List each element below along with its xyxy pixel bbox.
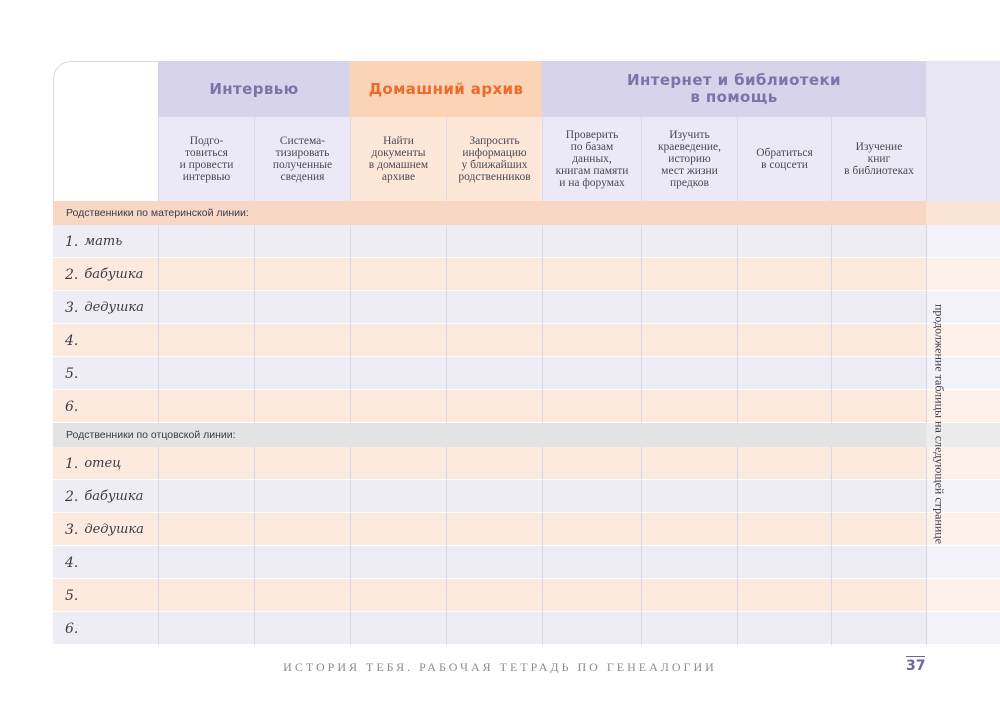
row-number: 5. bbox=[65, 587, 79, 604]
row-number: 5. bbox=[65, 365, 79, 382]
subheader-line: Запросить bbox=[469, 135, 520, 147]
subheader-request-info bbox=[446, 117, 542, 201]
relative-name: дедушка bbox=[84, 300, 144, 315]
subheader-line: информацию bbox=[462, 147, 527, 159]
table-row bbox=[53, 546, 926, 579]
row-number: 4. bbox=[65, 554, 79, 571]
subheader-line: Проверить bbox=[565, 129, 619, 141]
group-header-interview bbox=[158, 61, 350, 117]
group-header-label: Интервью bbox=[209, 79, 299, 98]
subheader-line: Изучение bbox=[855, 141, 903, 153]
row-number: 4. bbox=[65, 332, 79, 349]
subheader-find-documents bbox=[350, 117, 446, 201]
relative-name: дедушка bbox=[84, 522, 144, 537]
grid-line bbox=[641, 225, 642, 423]
table-row bbox=[53, 324, 926, 357]
grid-line bbox=[737, 447, 738, 645]
row-number: 1. bbox=[65, 455, 79, 472]
subheader-line: по базам bbox=[570, 141, 614, 153]
relative-label bbox=[53, 225, 158, 258]
group-header-home-archive bbox=[350, 61, 542, 117]
subheader-line: и на форумах bbox=[559, 177, 625, 189]
subheader-continuation-strip bbox=[926, 117, 1000, 201]
page-number: 37 bbox=[906, 658, 926, 674]
relative-label bbox=[53, 480, 158, 513]
grid-line bbox=[254, 225, 255, 423]
grid-line bbox=[350, 447, 351, 645]
table-row bbox=[53, 579, 926, 612]
row-number: 6. bbox=[65, 620, 79, 637]
grid-line bbox=[350, 117, 351, 201]
grid-line bbox=[831, 447, 832, 645]
subheader-social-networks bbox=[737, 117, 831, 201]
subheader-line: документы bbox=[371, 147, 426, 159]
section-paternal-title bbox=[53, 423, 926, 447]
table-row bbox=[53, 513, 926, 546]
continuation-note-text: продолжение таблицы на следующей странице bbox=[932, 303, 947, 544]
grid-line bbox=[158, 117, 159, 201]
grid-line bbox=[158, 225, 159, 423]
row-number: 1. bbox=[65, 233, 79, 250]
grid-line bbox=[737, 225, 738, 423]
grid-line bbox=[542, 225, 543, 423]
row-number: 2. bbox=[65, 488, 79, 505]
subheader-line: Система- bbox=[279, 135, 326, 147]
subheader-prepare-interview bbox=[158, 117, 254, 201]
row-continuation bbox=[926, 612, 1000, 645]
table-row bbox=[53, 390, 926, 423]
grid-line bbox=[926, 117, 927, 201]
grid-line bbox=[831, 117, 832, 201]
continuation-note bbox=[924, 296, 954, 551]
grid-line bbox=[446, 117, 447, 201]
subheader-line: в соцсети bbox=[761, 159, 808, 171]
table-corner bbox=[53, 61, 158, 201]
row-continuation bbox=[926, 225, 1000, 258]
subheader-line: архиве bbox=[381, 171, 416, 183]
section-title-text: Родственники по отцовской линии: bbox=[66, 429, 236, 441]
group-header-label: Интернет и библиотеки в помощь bbox=[627, 71, 841, 106]
subheader-line: предков bbox=[670, 177, 709, 189]
relative-label bbox=[53, 357, 158, 390]
genealogy-table bbox=[53, 61, 1000, 641]
relative-label bbox=[53, 258, 158, 291]
row-continuation bbox=[926, 258, 1000, 291]
subheader-line: у ближайших bbox=[461, 159, 528, 171]
subheader-line: родственников bbox=[458, 171, 531, 183]
subheader-line: краеведение, bbox=[657, 141, 722, 153]
table-row bbox=[53, 225, 926, 258]
row-number: 6. bbox=[65, 398, 79, 415]
grid-line bbox=[254, 117, 255, 201]
subheader-line: Обратиться bbox=[756, 147, 813, 159]
relative-label bbox=[53, 324, 158, 357]
section-title-text: Родственники по материнской линии: bbox=[66, 207, 249, 219]
grid-line bbox=[254, 447, 255, 645]
subheader-library-books bbox=[831, 117, 926, 201]
subheader-line: Изучить bbox=[669, 129, 710, 141]
row-number: 2. bbox=[65, 266, 79, 283]
subheader-line: Подго- bbox=[189, 135, 224, 147]
subheader-line: мест жизни bbox=[661, 165, 718, 177]
subheader-line: в библиотеках bbox=[844, 165, 914, 177]
grid-line bbox=[737, 117, 738, 201]
subheader-line: сведения bbox=[280, 171, 325, 183]
relative-label bbox=[53, 291, 158, 324]
subheader-line: в домашнем bbox=[368, 159, 429, 171]
subheader-systematize bbox=[254, 117, 350, 201]
subheader-check-databases bbox=[542, 117, 641, 201]
row-continuation bbox=[926, 579, 1000, 612]
section-maternal-title bbox=[53, 201, 926, 225]
row-number: 3. bbox=[65, 521, 79, 538]
table-row bbox=[53, 291, 926, 324]
table-row bbox=[53, 357, 926, 390]
subheader-line: интервью bbox=[182, 171, 231, 183]
grid-line bbox=[350, 225, 351, 423]
group-header-internet-libraries bbox=[542, 61, 926, 117]
grid-line bbox=[158, 447, 159, 645]
subheader-line: историю bbox=[668, 153, 711, 165]
subheader-line: книг bbox=[867, 153, 891, 165]
relative-label bbox=[53, 612, 158, 645]
relative-label bbox=[53, 447, 158, 480]
grid-line bbox=[641, 447, 642, 645]
subheader-line: товиться bbox=[185, 147, 228, 159]
relative-name: мать bbox=[84, 234, 123, 249]
table-row bbox=[53, 612, 926, 645]
relative-label bbox=[53, 546, 158, 579]
table-row bbox=[53, 258, 926, 291]
grid-line bbox=[446, 447, 447, 645]
subheader-local-history bbox=[641, 117, 737, 201]
relative-name: отец bbox=[84, 456, 122, 471]
subheader-line: Найти bbox=[383, 135, 414, 147]
grid-line bbox=[542, 447, 543, 645]
relative-name: бабушка bbox=[84, 489, 144, 504]
header-continuation-strip bbox=[926, 61, 1000, 117]
grid-line bbox=[831, 225, 832, 423]
relative-label bbox=[53, 513, 158, 546]
row-number: 3. bbox=[65, 299, 79, 316]
subheader-line: тизировать bbox=[275, 147, 330, 159]
subheader-line: и провести bbox=[179, 159, 234, 171]
relative-label bbox=[53, 390, 158, 423]
relative-label bbox=[53, 579, 158, 612]
footer-title: ИСТОРИЯ ТЕБЯ. РАБОЧАЯ ТЕТРАДЬ ПО ГЕНЕАЛОГИИ bbox=[283, 660, 717, 674]
relative-name: бабушка bbox=[84, 267, 144, 282]
grid-line bbox=[542, 117, 543, 201]
grid-line bbox=[641, 117, 642, 201]
subheader-line: книгам памяти bbox=[555, 165, 629, 177]
grid-line bbox=[446, 225, 447, 423]
section-continuation bbox=[926, 201, 1000, 225]
table-row bbox=[53, 447, 926, 480]
subheader-line: данных, bbox=[572, 153, 612, 165]
group-header-label: Домашний архив bbox=[368, 79, 524, 98]
subheader-line: полученные bbox=[272, 159, 333, 171]
table-row bbox=[53, 480, 926, 513]
